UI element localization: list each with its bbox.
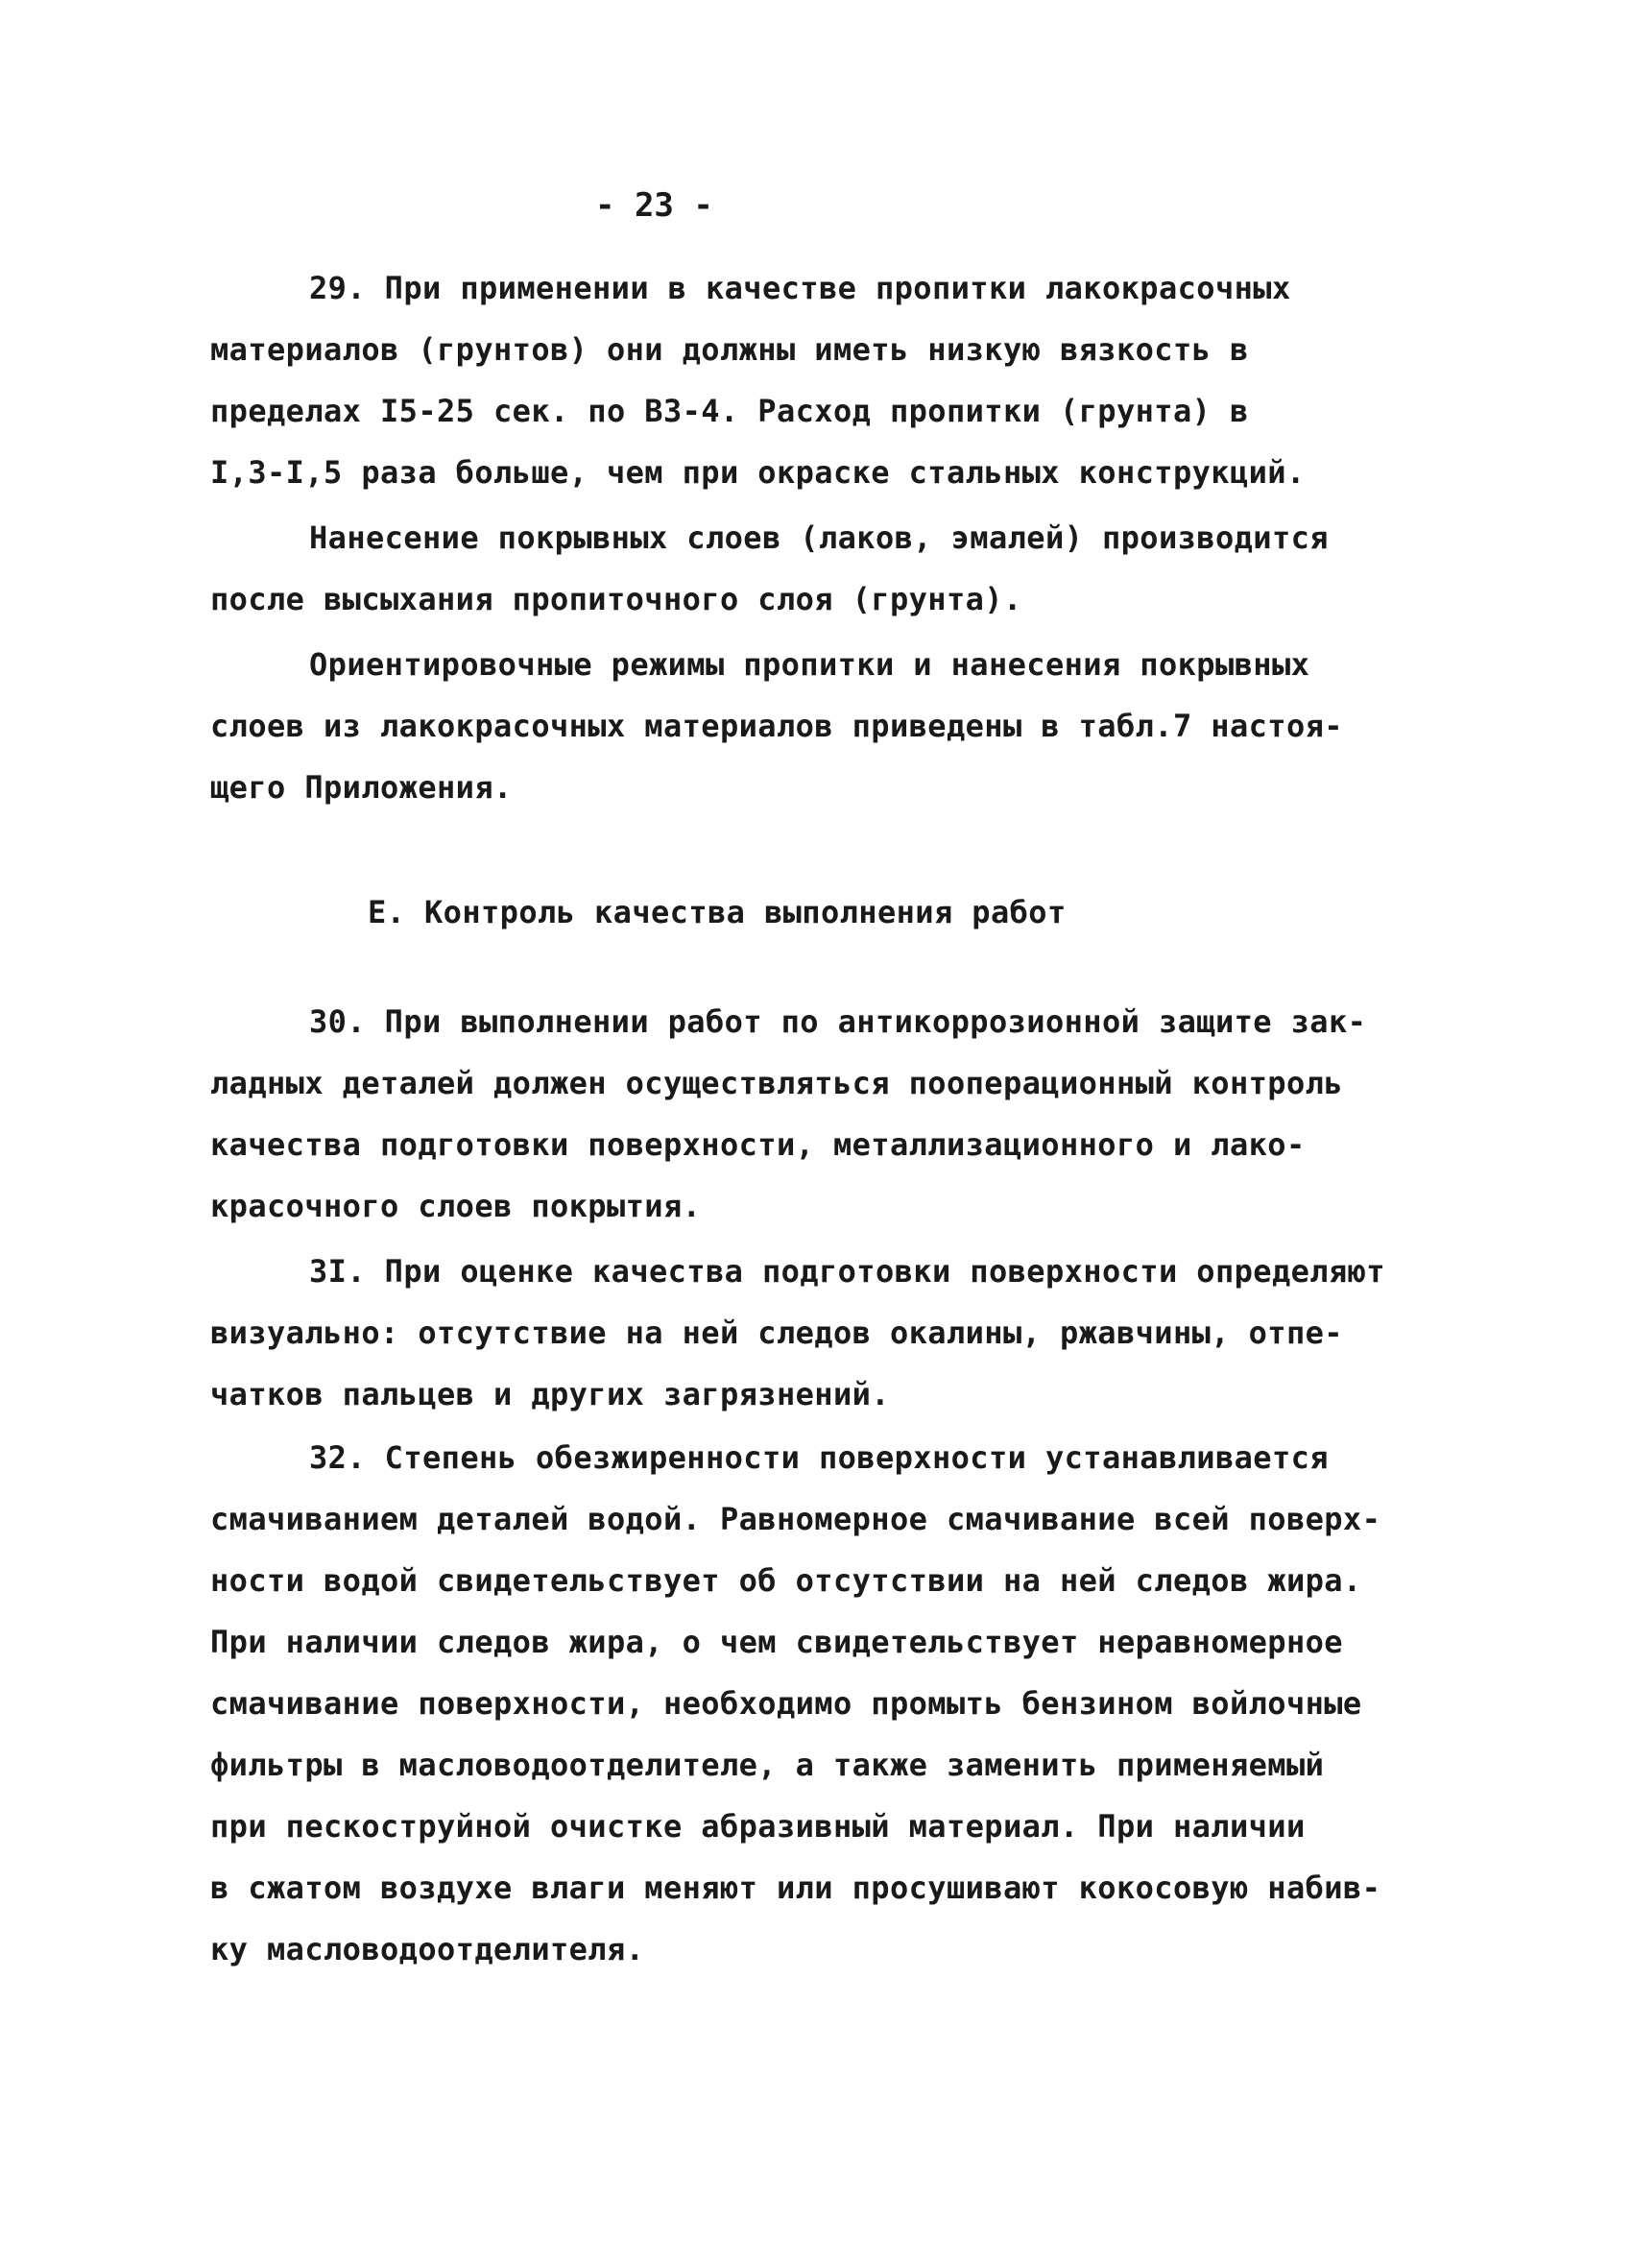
- paragraph-29c-line-1: Ориентировочные режимы пропитки и нанесения покрывных: [309, 646, 1310, 683]
- paragraph-29-line-2: материалов (грунтов) они должны иметь низкую вязкость в: [210, 331, 1249, 368]
- paragraph-31-line-2: визуально: отсутствие на ней следов окалины, ржавчины, отпе-: [210, 1315, 1343, 1351]
- paragraph-31-line-3: чатков пальцев и других загрязнений.: [210, 1376, 890, 1412]
- paragraph-32-line-5: смачивание поверхности, необходимо промыть бензином войлочные: [210, 1685, 1362, 1722]
- paragraph-29c-line-2: слоев из лакокрасочных материалов приведены в табл.7 настоя-: [210, 708, 1343, 744]
- page-number: - 23 -: [595, 186, 713, 225]
- paragraph-30-line-1: 30. При выполнении работ по антикоррозионной защите зак-: [309, 1003, 1367, 1040]
- paragraph-29b-line-2: после высыхания пропиточного слоя (грунта).: [210, 581, 1022, 617]
- section-heading: Е. Контроль качества выполнения работ: [368, 894, 1067, 930]
- paragraph-32-line-4: При наличии следов жира, о чем свидетельствует неравномерное: [210, 1624, 1343, 1660]
- paragraph-32-line-2: смачиванием деталей водой. Равномерное смачивание всей поверх-: [210, 1501, 1381, 1537]
- paragraph-29c-line-3: щего Приложения.: [210, 769, 513, 806]
- paragraph-29-line-3: пределах I5-25 сек. по ВЗ-4. Расход пропитки (грунта) в: [210, 393, 1249, 429]
- paragraph-30-line-3: качества подготовки поверхности, металлизационного и лако-: [210, 1126, 1306, 1163]
- paragraph-32-line-1: 32. Степень обезжиренности поверхности устанавливается: [309, 1439, 1329, 1476]
- paragraph-31-line-1: 3I. При оценке качества подготовки поверхности определяют: [309, 1253, 1385, 1290]
- paragraph-29-line-4: I,3-I,5 раза больше, чем при окраске стальных конструкций.: [210, 454, 1306, 491]
- paragraph-32-line-8: в сжатом воздухе влаги меняют или просушивают кокосовую набив-: [210, 1870, 1381, 1906]
- paragraph-30-line-4: красочного слоев покрытия.: [210, 1188, 702, 1224]
- paragraph-30-line-2: ладных деталей должен осуществляться пооперационный контроль: [210, 1065, 1343, 1101]
- paragraph-29b-line-1: Нанесение покрывных слоев (лаков, эмалей) производится: [309, 519, 1329, 556]
- paragraph-32-line-9: ку масловодоотделителя.: [210, 1931, 645, 1967]
- paragraph-32-line-7: при пескоструйной очистке абразивный материал. При наличии: [210, 1808, 1306, 1845]
- paragraph-32-line-3: ности водой свидетельствует об отсутствии на ней следов жира.: [210, 1562, 1362, 1599]
- paragraph-32-line-6: фильтры в масловодоотделителе, а также заменить применяемый: [210, 1747, 1325, 1783]
- paragraph-29-line-1: 29. При применении в качестве пропитки лакокрасочных: [309, 270, 1291, 306]
